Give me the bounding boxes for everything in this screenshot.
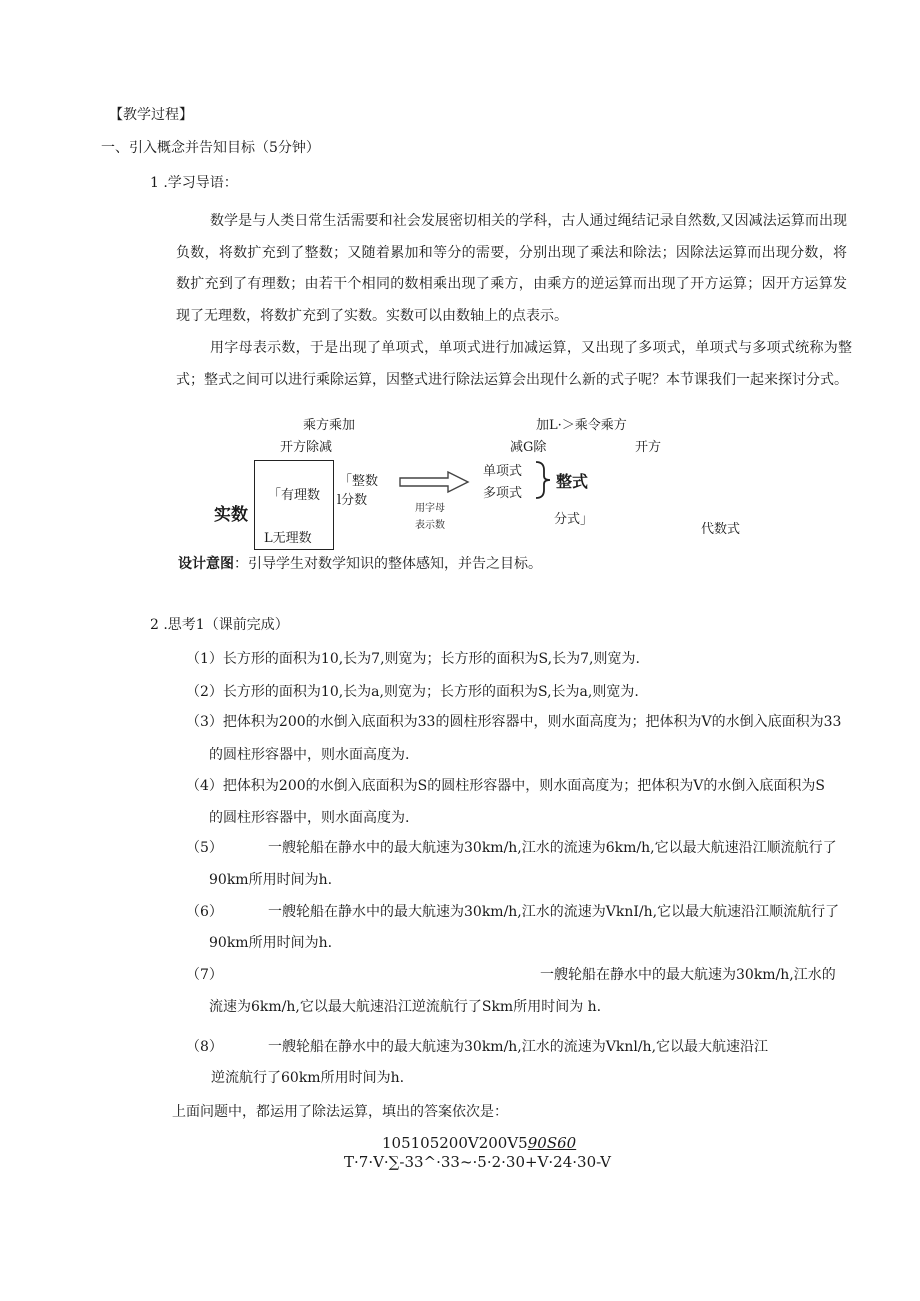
question-line: 长方形的面积为10,长为a,则宽为；长方形的面积为S,长为a,则宽为.	[222, 684, 639, 700]
label-ops-top-right: 加L·＞乘令乘方	[536, 418, 627, 433]
design-intent	[178, 553, 542, 573]
question-4-line-2: 的圆柱形容器中，则水面高度为.	[209, 810, 410, 826]
answers-part-b: 90S60	[527, 1134, 577, 1152]
intro-paragraph-1: 数学是与人类日常生活需要和社会发展密切相关的学科，古人通过绳结记录自然数,又因减法运算而出现负数，将数扩充到了整数；又随着累加和等分的需要，分别出现了乘法和除法；因除法运算而出现分数，将数扩充到了有理数；由若干个相同的数相乘出现了乘方，由乘方的逆运算而出现了开方运算；因开方运算发现了无理数，将数扩充到了实数。实数可以由数轴上的点表示。	[176, 213, 847, 324]
question-3-line-2: 的圆柱形容器中，则水面高度为.	[209, 747, 410, 763]
real-number-label: 实数	[214, 505, 248, 525]
answers-part-a: 105105200V200V5	[382, 1134, 528, 1152]
question-line: 长方形的面积为10,长为7,则宽为；长方形的面积为S,长为7,则宽为.	[222, 651, 640, 667]
brace-icon	[534, 460, 552, 500]
design-intent-label: 设计意图	[178, 556, 234, 572]
arrow-label-line-2: 表示数	[415, 520, 445, 531]
label-root: 开方	[635, 440, 662, 455]
intro-paragraph-2: 用字母表示数，于是出现了单项式，单项式进行加减运算，又出现了多项式，单项式与多项式统称为整式；整式之间可以进行乘除运算，因整式进行除法运算会出现什么新的式子呢？本节课我们一起来探讨分式。	[176, 340, 852, 388]
question-6-line-2: 90km所用时间为h.	[209, 935, 333, 951]
whole-expression-label: 整式	[556, 472, 589, 491]
question-8-number: （8）	[186, 1039, 223, 1055]
question-8-line-2: 逆流航行了60km所用时间为h.	[211, 1070, 405, 1086]
question-7-line-1: 一艘轮船在静水中的最大航速为30km/h,江水的	[540, 967, 836, 983]
label-subtract-divide: 减G除	[510, 440, 547, 455]
integer-label: 「整数	[339, 474, 379, 489]
question-line: 把体积为200的水倒入底面积为S的圆柱形容器中，则水面高度为；把体积为V的水倒入底面积为S	[222, 778, 825, 794]
question-5-number: （5）	[186, 840, 223, 856]
section-heading: 一、引入概念并告知目标（5分钟）	[101, 140, 320, 156]
answers-line-2: T·7·V·∑-33^·33~·5·2·30+V·24·30-V	[344, 1153, 611, 1171]
arrow-label-line-1: 用字母	[415, 503, 445, 514]
question-5-line-1: 一艘轮船在静水中的最大航速为30km/h,江水的流速为6km/h,它以最大航速沿江顺流航行了	[268, 840, 837, 856]
question-7-number: （7）	[186, 967, 223, 983]
question-3	[186, 707, 841, 738]
irrational-label: L无理数	[264, 531, 312, 546]
monomial-label: 单项式	[483, 464, 523, 479]
item-1-heading: 1 .学习导语：	[150, 175, 238, 191]
summary-text: 上面问题中，都运用了除法运算，填出的答案依次是：	[172, 1104, 508, 1120]
fraction-expression-label: 分式」	[554, 512, 594, 527]
question-number: （4）	[186, 778, 223, 794]
question-7-line-2: 流速为6km/h,它以最大航速沿江逆流航行了Skm所用时间为 h.	[209, 999, 602, 1015]
polynomial-label: 多项式	[483, 486, 523, 501]
question-4	[186, 771, 825, 802]
rational-label: 「有理数	[268, 488, 321, 503]
question-2	[186, 677, 639, 708]
answers-line-1	[382, 1134, 576, 1152]
question-6-number: （6）	[186, 904, 223, 920]
item-2-heading: 2 .思考1（课前完成）	[150, 617, 289, 633]
question-line: 把体积为200的水倒入底面积为33的圆柱形容器中，则水面高度为；把体积为V的水倒入底面积为33	[222, 714, 842, 730]
algebraic-expression-label: 代数式	[701, 522, 741, 537]
header: 【教学过程】	[109, 107, 193, 123]
question-number: （1）	[186, 651, 223, 667]
design-intent-text: ：引导学生对数学知识的整体感知，并告之目标。	[234, 556, 542, 572]
label-power-multiply-add: 乘方乘加	[303, 418, 356, 433]
label-root-divide-subtract: 开方除减	[280, 440, 333, 455]
right-arrow-icon	[398, 470, 470, 494]
question-5-line-2: 90km所用时间为h.	[209, 872, 333, 888]
question-number: （3）	[186, 714, 223, 730]
question-6-line-1: 一艘轮船在静水中的最大航速为30km/h,江水的流速为VknI/h,它以最大航速沿江顺流航行了	[268, 904, 840, 920]
question-1	[186, 644, 640, 675]
question-8-line-1: 一艘轮船在静水中的最大航速为30km/h,江水的流速为Vknl/h,它以最大航速沿江	[268, 1039, 769, 1055]
fraction-number-label: l分数	[337, 493, 368, 508]
question-number: （2）	[186, 684, 223, 700]
